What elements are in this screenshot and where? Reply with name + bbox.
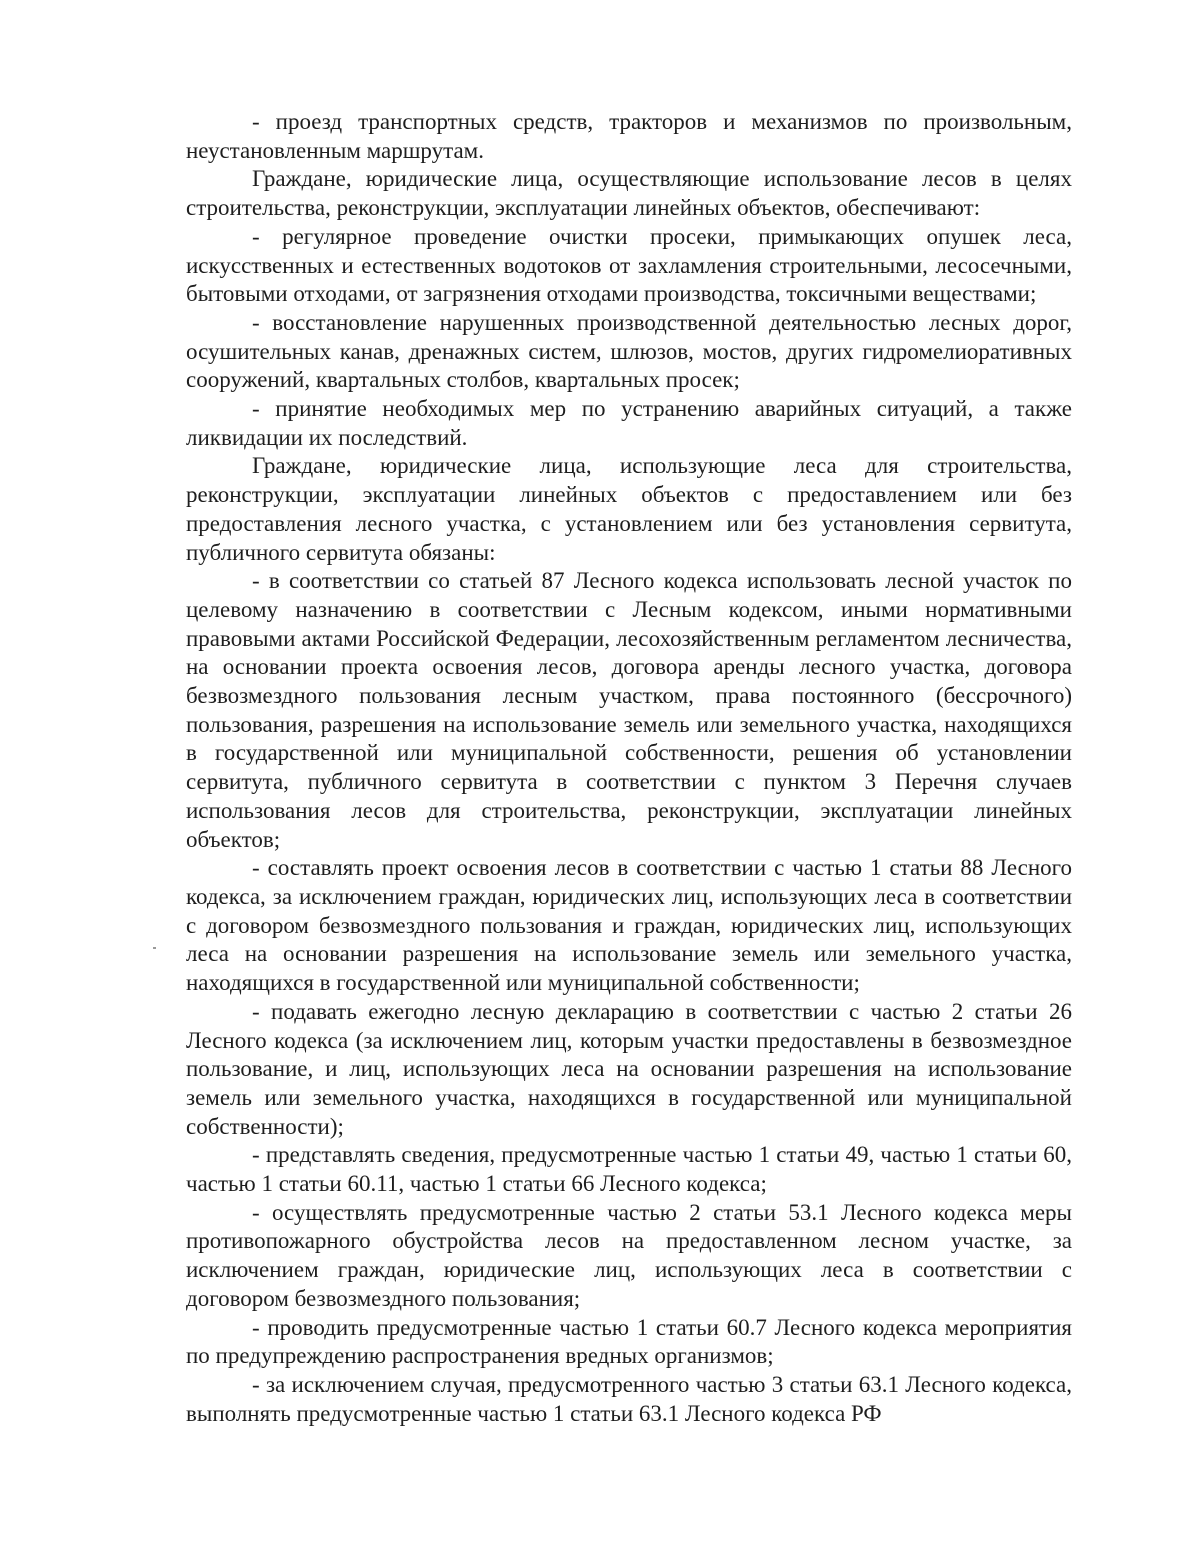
- paragraph-vehicle-passage: - проезд транспортных средств, тракторов и механизмов по произвольным, неустановленным маршрутам.: [186, 109, 1072, 163]
- paragraph-duties-intro: Граждане, юридические лица, использующие леса для строительства, реконструкции, эксплуатации линейных объектов с предоставлением или без предоставления лесного участка, с установлением или без установления сервитута, публичного сервитута обязаны:: [186, 453, 1072, 565]
- scan-speck: [153, 947, 156, 949]
- paragraph-article-87-usage: - в соответствии со статьей 87 Лесного кодекса использовать лесной участок по целевому назначению в соответствии с Лесным кодексом, иными нормативными правовыми актами Российской Федерации, лесохозяйственным регламентом лесничества, на основании проекта освоения лесов, договора аренды лесного участка, договора безвозмездного пользования лесным участком, права постоянного (бессрочного) пользования, разрешения на использование земель или земельного участка, находящихся в государственной или муниципальной собственности, решения об установлении сервитута, публичного сервитута в соответствии с пунктом 3 Перечня случаев использования лесов для строительства, реконструкции, эксплуатации линейных объектов;: [186, 568, 1072, 852]
- paragraph-forest-declaration: - подавать ежегодно лесную декларацию в соответствии с частью 2 статьи 26 Лесного кодекса (за исключением лиц, которым участки предоставлены в безвозмездное пользование, и лиц, использующих леса на основании разрешения на использование земель или земельного участка, находящихся в государственной или муниципальной собственности);: [186, 998, 1072, 1139]
- document-page: [186, 108, 1072, 1428]
- paragraph-pest-prevention: - проводить предусмотренные частью 1 статьи 60.7 Лесного кодекса мероприятия по предупреждению распространения вредных организмов;: [186, 1314, 1072, 1369]
- paragraph-obligations-intro: Граждане, юридические лица, осуществляющие использование лесов в целях строительства, реконструкции, эксплуатации линейных объектов, обеспечивают:: [186, 166, 1072, 221]
- paragraph-reporting: - представлять сведения, предусмотренные частью 1 статьи 49, частью 1 статьи 60, частью 1 статьи 60.11, частью 1 статьи 66 Лесного кодекса;: [186, 1142, 1072, 1197]
- paragraph-emergency-measures: - принятие необходимых мер по устранению аварийных ситуаций, а также ликвидации их последствий.: [186, 396, 1072, 450]
- paragraph-fire-prevention: - осуществлять предусмотренные частью 2 статьи 53.1 Лесного кодекса меры противопожарного обустройства лесов на предоставленном лесном участке, за исключением граждан, юридические лиц, использующих леса в соответствии с договором безвозмездного пользования;: [186, 1199, 1072, 1311]
- paragraph-development-project: - составлять проект освоения лесов в соответствии с частью 1 статьи 88 Лесного кодекса, за исключением граждан, юридических лиц, использующих леса в соответствии с договором безвозмездного пользования и граждан, юридических лиц, использующих леса на основании разрешения на использование земель или земельного участка, находящихся в государственной или муниципальной собственности;: [186, 855, 1072, 996]
- paragraph-clearing-cleanup: - регулярное проведение очистки просеки, примыкающих опушек леса, искусственных и естественных водотоков от захламления строительными, лесосечными, бытовыми отходами, от загрязнения отходами производства, токсичными веществами;: [186, 223, 1072, 307]
- paragraph-road-restoration: - восстановление нарушенных производственной деятельностью лесных дорог, осушительных канав, дренажных систем, шлюзов, мостов, других гидромелиоративных сооружений, квартальных столбов, квартальных просек;: [186, 309, 1072, 393]
- paragraph-article-63-1: - за исключением случая, предусмотренного частью 3 статьи 63.1 Лесного кодекса, выполнять предусмотренные частью 1 статьи 63.1 Лесного кодекса РФ: [186, 1371, 1072, 1426]
